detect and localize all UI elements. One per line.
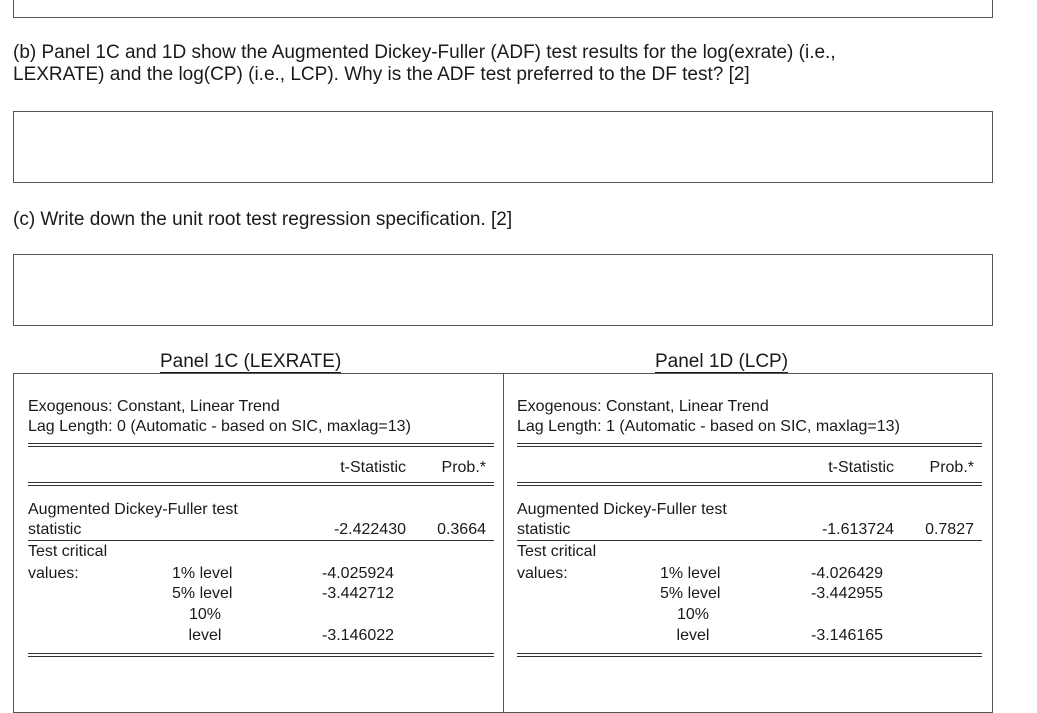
panel-d-exog: Exogenous: Constant, Linear Trend [517,398,769,415]
panel-c-adf-p: 0.3664 [437,521,486,538]
panel-c-exog: Exogenous: Constant, Linear Trend [28,398,280,415]
panel-d-lvl10a: 10% [676,606,710,623]
panel-d-lvl1: 1% level [660,565,721,582]
panel-d-adf-p: 0.7827 [925,521,974,538]
panel-c-lvl1: 1% level [172,565,233,582]
panel-c-rule-top [28,443,494,447]
panel-d-lag: Lag Length: 1 (Automatic - based on SIC, maxlag=13) [517,418,900,435]
panel-d-val1: -4.026429 [811,565,884,582]
panel-d-val5: -3.442955 [811,585,884,602]
panel-c-crit-label1: Test critical [28,543,108,560]
panel-c-val1: -4.025924 [322,565,395,582]
panel-d-crit-label1: Test critical [517,543,597,560]
question-b [13,42,836,86]
question-b-line1: (b) Panel 1C and 1D show the Augmented Dickey-Fuller (ADF) test results for the log(exrate) (i.e., [13,42,836,63]
panel-c-adf-label1: Augmented Dickey-Fuller test [28,501,238,518]
panel-d-col-t: t-Statistic [828,459,894,476]
panel-d-crit-label2: values: [517,565,568,582]
panel-d-adf-label2: statistic [517,521,571,538]
question-c: (c) Write down the unit root test regression specification. [2] [13,209,513,230]
panel-c-val5: -3.442712 [322,585,395,602]
answer-box-a[interactable] [13,0,993,18]
panel-c-adf-label2: statistic [28,521,82,538]
panel-c-rule-adf [28,540,494,541]
question-b-line2: LEXRATE) and the log(CP) (i.e., LCP). Why is the ADF test preferred to the DF test? [2] [13,64,750,85]
panel-divider [503,374,504,712]
panel-d-title: Panel 1D (LCP) [655,351,789,372]
panel-c-rule-header [28,482,494,486]
panel-c-rule-bottom [28,653,494,657]
panel-c-col-p: Prob.* [441,459,486,476]
panel-c-lvl10b: level [188,627,222,644]
panel-d-col-p: Prob.* [929,459,974,476]
results-panels [13,373,993,713]
panel-d-lvl5: 5% level [660,585,721,602]
panel-d-rule-bottom [517,653,982,657]
panel-c-lvl10a: 10% [188,606,222,623]
panel-c-lag: Lag Length: 0 (Automatic - based on SIC, maxlag=13) [28,418,411,435]
panel-d-val10: -3.146165 [811,627,884,644]
answer-box-b[interactable] [13,111,993,183]
panel-d-rule-adf [517,540,982,541]
panel-d-adf-label1: Augmented Dickey-Fuller test [517,501,727,518]
panel-c-col-t: t-Statistic [340,459,406,476]
panel-c-val10: -3.146022 [322,627,395,644]
panel-d-rule-top [517,443,982,447]
panel-c-crit-label2: values: [28,565,79,582]
panel-c-adf-t: -2.422430 [333,521,406,538]
panel-d-lvl10b: level [676,627,710,644]
panel-d-rule-header [517,482,982,486]
panel-d-adf-t: -1.613724 [821,521,894,538]
answer-box-c[interactable] [13,254,993,326]
panel-c-title: Panel 1C (LEXRATE) [160,351,342,372]
panel-c-lvl5: 5% level [172,585,233,602]
